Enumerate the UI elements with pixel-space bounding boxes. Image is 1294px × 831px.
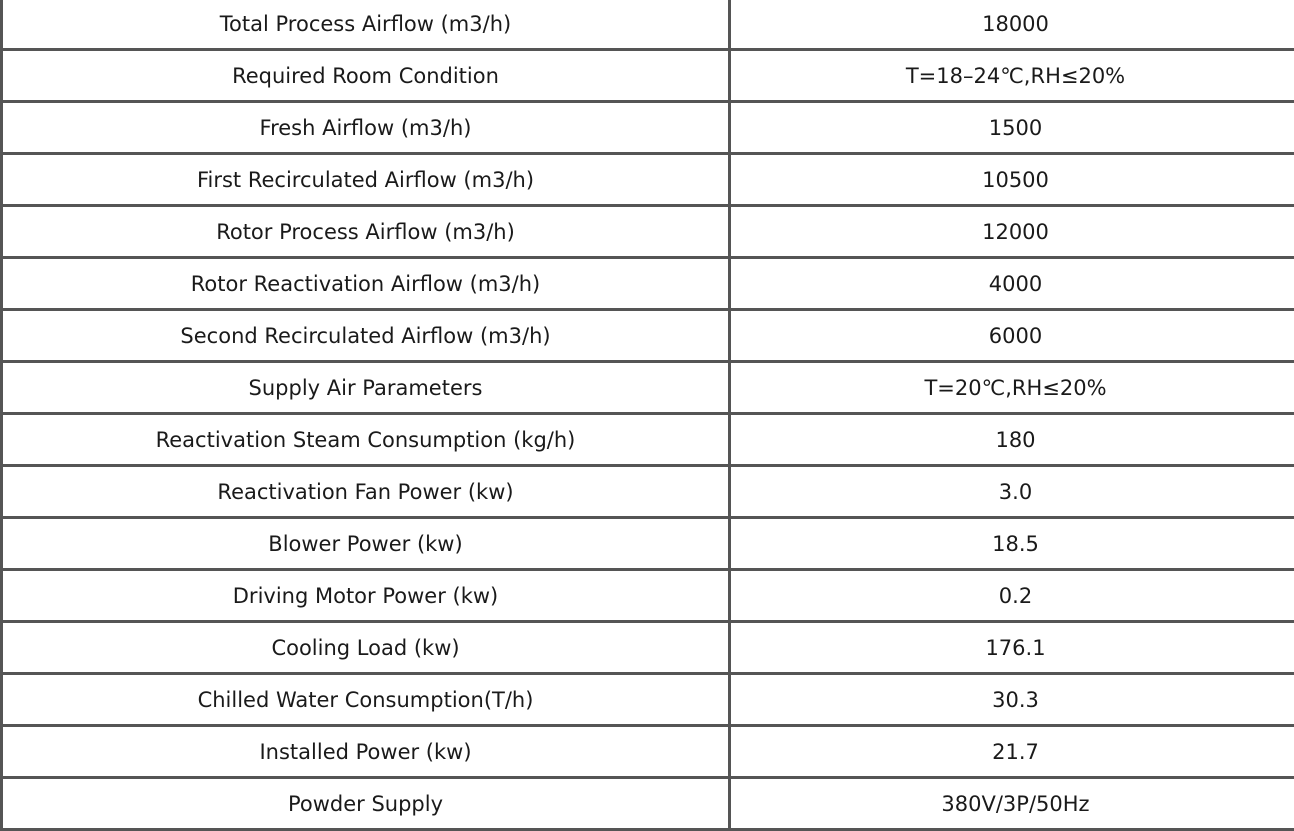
value-cell: 30.3 [730, 674, 1294, 726]
value-cell: 12000 [730, 206, 1294, 258]
parameter-cell: Rotor Process Airflow (m3/h) [2, 206, 730, 258]
value-cell: 176.1 [730, 622, 1294, 674]
parameter-cell: Chilled Water Consumption(T/h) [2, 674, 730, 726]
table-row [2, 258, 1294, 310]
parameter-cell: Rotor Reactivation Airflow (m3/h) [2, 258, 730, 310]
table-row [2, 0, 1294, 50]
value-cell: T=20℃,RH≤20% [730, 362, 1294, 414]
value-cell: 18000 [730, 0, 1294, 50]
parameter-cell: Reactivation Fan Power (kw) [2, 466, 730, 518]
parameter-cell: Installed Power (kw) [2, 726, 730, 778]
parameter-cell: Fresh Airflow (m3/h) [2, 102, 730, 154]
table-row [2, 570, 1294, 622]
table-row [2, 154, 1294, 206]
table-row [2, 206, 1294, 258]
table-row [2, 310, 1294, 362]
value-cell: 10500 [730, 154, 1294, 206]
table-row [2, 726, 1294, 778]
parameter-cell: Supply Air Parameters [2, 362, 730, 414]
value-cell: 4000 [730, 258, 1294, 310]
value-cell: 0.2 [730, 570, 1294, 622]
parameter-cell: Required Room Condition [2, 50, 730, 102]
parameter-cell: Reactivation Steam Consumption (kg/h) [2, 414, 730, 466]
value-cell: 180 [730, 414, 1294, 466]
table-row [2, 362, 1294, 414]
table-row [2, 466, 1294, 518]
value-cell: 18.5 [730, 518, 1294, 570]
value-cell: 3.0 [730, 466, 1294, 518]
table-row [2, 414, 1294, 466]
value-cell: 6000 [730, 310, 1294, 362]
table-row [2, 674, 1294, 726]
parameter-cell: Driving Motor Power (kw) [2, 570, 730, 622]
parameter-cell: Cooling Load (kw) [2, 622, 730, 674]
value-cell: T=18–24℃,RH≤20% [730, 50, 1294, 102]
parameter-cell: Second Recirculated Airflow (m3/h) [2, 310, 730, 362]
table-row [2, 622, 1294, 674]
value-cell: 380V/3P/50Hz [730, 778, 1294, 830]
parameter-cell: Powder Supply [2, 778, 730, 830]
value-cell: 1500 [730, 102, 1294, 154]
parameter-cell: Total Process Airflow (m3/h) [2, 0, 730, 50]
parameter-cell: First Recirculated Airflow (m3/h) [2, 154, 730, 206]
value-cell: 21.7 [730, 726, 1294, 778]
table-row [2, 518, 1294, 570]
parameter-cell: Blower Power (kw) [2, 518, 730, 570]
table-row [2, 50, 1294, 102]
table-row [2, 778, 1294, 830]
table-row [2, 102, 1294, 154]
